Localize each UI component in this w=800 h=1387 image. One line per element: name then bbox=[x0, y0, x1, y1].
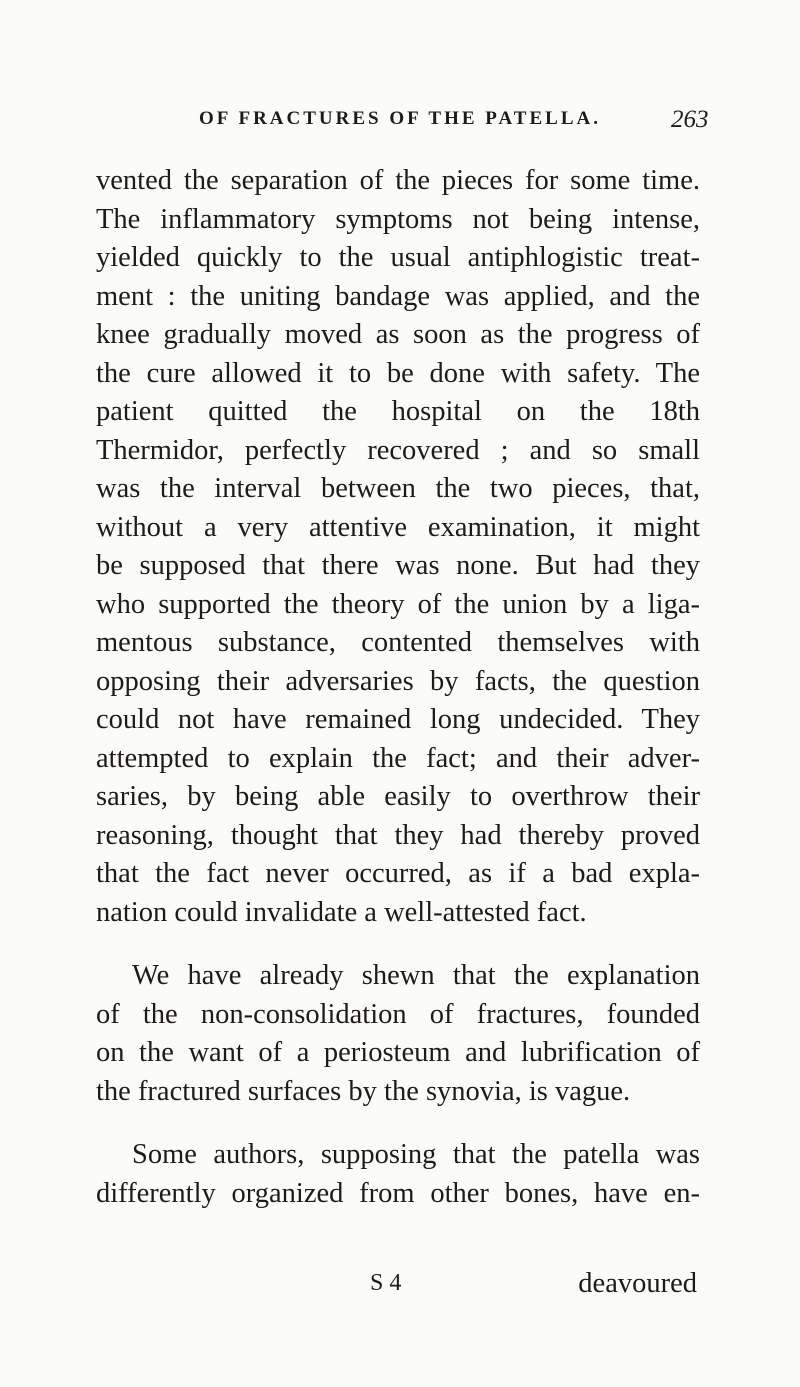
text-line: The inflammatory symptoms not being intense, bbox=[96, 203, 700, 235]
text-line: be supposed that there was none. But had they bbox=[96, 550, 700, 581]
text-line: Some authors, supposing that the patella was bbox=[132, 1139, 700, 1170]
page-number: 263 bbox=[671, 106, 709, 133]
text-line: without a very attentive examination, it might bbox=[96, 511, 700, 543]
paragraph-1 bbox=[96, 162, 700, 932]
page-footer bbox=[96, 1268, 700, 1308]
text-line: attempted to explain the fact; and their adver- bbox=[96, 742, 700, 774]
text-line: mentous substance, contented themselves with bbox=[96, 627, 700, 658]
text-line: knee gradually moved as soon as the progress of bbox=[96, 319, 700, 350]
paragraph-2 bbox=[96, 957, 700, 1111]
text-line: Thermidor, perfectly recovered ; and so small bbox=[96, 434, 700, 466]
text-line: We have already shewn that the explanation bbox=[132, 960, 700, 991]
text-line: the fractured surfaces by the synovia, is vague. bbox=[96, 1075, 631, 1107]
text-line: reasoning, thought that they had thereby proved bbox=[96, 819, 700, 851]
page-header bbox=[0, 108, 800, 138]
catchword: deavoured bbox=[578, 1268, 697, 1299]
text-line: was the interval between the two pieces, that, bbox=[96, 473, 700, 504]
running-head: OF FRACTURES OF THE PATELLA. bbox=[199, 108, 601, 129]
text-line: could not have remained long undecided. They bbox=[96, 704, 700, 735]
text-line: who supported the theory of the union by a liga- bbox=[96, 588, 700, 620]
text-line: of the non-consolidation of fractures, founded bbox=[96, 998, 700, 1030]
text-line: nation could invalidate a well-attested fact. bbox=[96, 896, 587, 928]
body-text bbox=[96, 162, 700, 1213]
text-line: differently organized from other bones, have en- bbox=[96, 1177, 700, 1209]
text-line: on the want of a periosteum and lubrification of bbox=[96, 1037, 700, 1068]
text-line: opposing their adversaries by facts, the question bbox=[96, 665, 700, 697]
paragraph-gap bbox=[96, 932, 700, 957]
text-line: yielded quickly to the usual antiphlogistic treat- bbox=[96, 242, 700, 273]
text-line: ment : the uniting bandage was applied, and the bbox=[96, 280, 700, 312]
text-line: patient quitted the hospital on the 18th bbox=[96, 396, 700, 427]
text-line: saries, by being able easily to overthrow their bbox=[96, 781, 700, 812]
signature-mark: S 4 bbox=[370, 1270, 402, 1296]
text-line: the cure allowed it to be done with safety. The bbox=[96, 357, 700, 389]
paragraph-3 bbox=[96, 1136, 700, 1213]
text-line: that the fact never occurred, as if a bad expla- bbox=[96, 858, 700, 889]
paragraph-gap bbox=[96, 1111, 700, 1136]
text-line: vented the separation of the pieces for some time. bbox=[96, 165, 700, 196]
